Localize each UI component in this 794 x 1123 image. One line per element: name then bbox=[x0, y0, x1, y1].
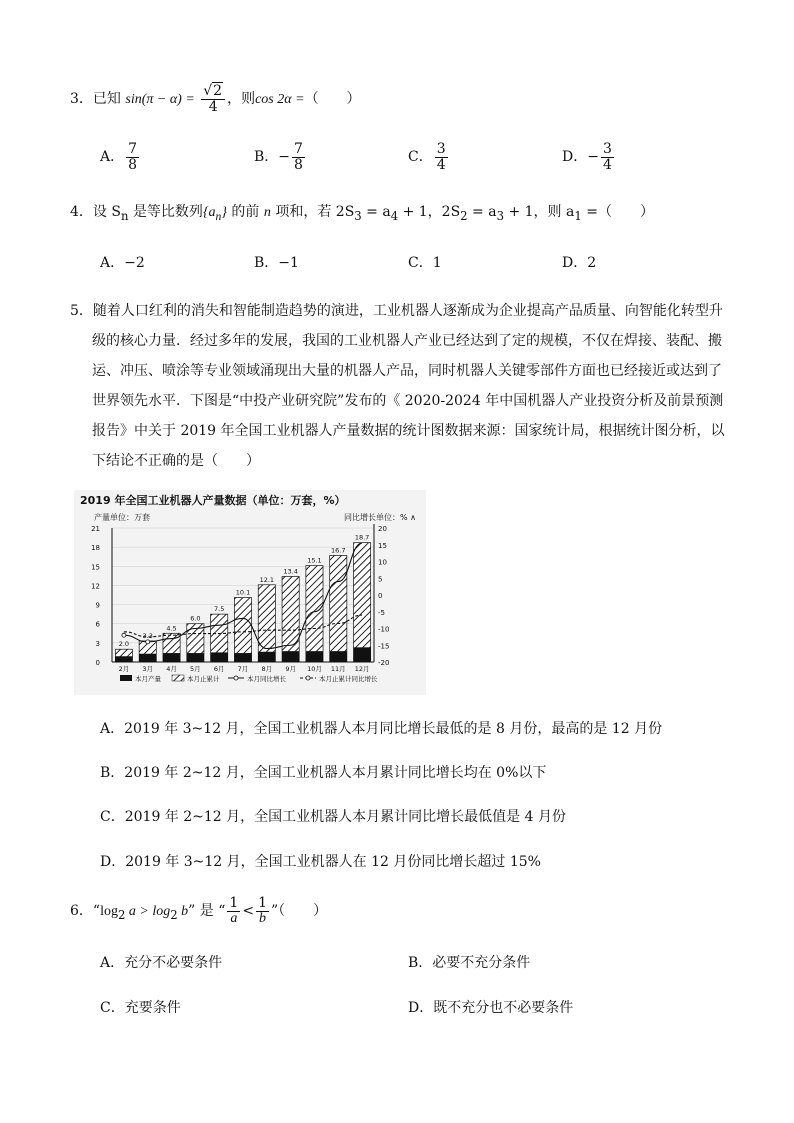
q4-text: =（ ） bbox=[581, 204, 654, 220]
right-tick-label: 15 bbox=[378, 541, 387, 550]
option-label: B． bbox=[100, 765, 125, 781]
option-value: 1 bbox=[432, 255, 442, 271]
q6-option-a[interactable] bbox=[100, 952, 222, 974]
right-tick-label: 5 bbox=[378, 575, 383, 584]
bar-monthly bbox=[354, 647, 371, 662]
q3-suffix: ，则 bbox=[227, 91, 256, 108]
q3-option-b[interactable] bbox=[254, 142, 307, 172]
q6-text: “ bbox=[92, 903, 101, 920]
option-label: A． bbox=[100, 955, 125, 971]
option-label: A． bbox=[100, 149, 125, 166]
q3-eq-fraction: $\frac{√2}{4}$ bbox=[201, 84, 225, 114]
right-tick-label: -5 bbox=[378, 608, 385, 617]
q4-sub: n bbox=[215, 209, 222, 223]
q6-math: b bbox=[177, 904, 189, 920]
q4-seq: {a bbox=[202, 205, 216, 220]
q6-math: a > log bbox=[125, 904, 171, 920]
option-value: −2 bbox=[124, 255, 145, 271]
left-tick-label: 21 bbox=[91, 525, 100, 533]
q6-text: 是 “ bbox=[195, 903, 226, 920]
option-text: 2019 年 3~12 月，全国工业机器人本月同比增长最低的是 8 月份，最高的是 12 月份 bbox=[124, 721, 663, 737]
option-label: C． bbox=[100, 1000, 125, 1016]
q6-sub: 2 bbox=[117, 907, 126, 922]
left-axis-label: 产量单位：万套 bbox=[94, 513, 150, 522]
option-text: 2019 年 3~12 月，全国工业机器人在 12 月份同比增长超过 15% bbox=[125, 854, 541, 870]
legend-label: 本月产量 bbox=[135, 675, 161, 683]
q6-frac-num: 1 bbox=[229, 895, 239, 911]
bar-monthly bbox=[258, 652, 275, 662]
x-tick-label: 3月 bbox=[142, 665, 154, 673]
q6-option-c[interactable] bbox=[100, 997, 181, 1019]
line-monthly-growth-point bbox=[122, 633, 126, 637]
bar-data-label: 15.1 bbox=[307, 556, 322, 565]
option-den: 4 bbox=[436, 156, 446, 173]
x-tick-label: 9月 bbox=[285, 665, 296, 673]
q4-sub: 3 bbox=[354, 208, 362, 223]
legend-label: 本月止累计同比增长 bbox=[319, 675, 378, 683]
q5-line: 运、冲压、喷涂等专业领域涌现出大量的机器人产品，同时机器人关键零部件方面也已经接近或达到了 bbox=[92, 363, 722, 379]
q4-sub: n bbox=[120, 208, 129, 223]
bar-monthly bbox=[211, 652, 228, 662]
option-den: 8 bbox=[294, 156, 303, 173]
option-label: B． bbox=[254, 255, 279, 271]
option-label: D． bbox=[100, 854, 126, 870]
option-label: C． bbox=[408, 255, 433, 271]
option-den: 8 bbox=[128, 156, 138, 173]
option-label: C． bbox=[408, 149, 433, 166]
x-tick-label: 11月 bbox=[330, 665, 346, 673]
q3-option-a[interactable] bbox=[100, 142, 141, 172]
option-text: 2019 年 2~12 月，全国工业机器人本月累计同比增长均在 0%以下 bbox=[124, 765, 547, 781]
q6-option-d[interactable] bbox=[408, 997, 573, 1019]
q3-paren: （ ） bbox=[304, 91, 361, 108]
x-tick-label: 8月 bbox=[261, 665, 273, 673]
bar-monthly bbox=[139, 654, 156, 662]
left-tick-label: 9 bbox=[95, 601, 100, 610]
left-tick-label: 12 bbox=[91, 582, 100, 591]
q4-text: 项和，若 2S bbox=[270, 204, 355, 220]
option-num: 3 bbox=[602, 141, 612, 157]
legend-label: 本月同比增长 bbox=[247, 675, 286, 683]
q6-frac-num: 1 bbox=[258, 895, 267, 911]
q6-number: 6． bbox=[70, 903, 93, 920]
option-value: 2 bbox=[587, 255, 597, 271]
bar-cumulative bbox=[258, 585, 275, 662]
x-tick-label: 6月 bbox=[213, 665, 225, 673]
q5-line: 世界领先水平．下图是“中投产业研究院”发布的《 2020-2024 年中国机器人产业投资分析及前景预测 bbox=[92, 393, 724, 409]
q6-option-b[interactable] bbox=[408, 952, 530, 974]
option-label: A． bbox=[100, 255, 125, 271]
bar-data-label: 10.1 bbox=[235, 588, 251, 597]
q6-lt: < bbox=[242, 903, 255, 920]
x-tick-label: 4月 bbox=[166, 665, 177, 673]
q4-option-b[interactable] bbox=[254, 252, 299, 274]
q4-text: 设 S bbox=[92, 204, 121, 220]
left-tick-label: 3 bbox=[95, 639, 100, 648]
q5-option-b[interactable] bbox=[100, 762, 546, 784]
x-tick-label: 2月 bbox=[118, 665, 130, 673]
x-tick-label: 7月 bbox=[237, 665, 249, 673]
bar-data-label: 4.5 bbox=[166, 624, 177, 633]
q6-frac-den: b bbox=[259, 910, 267, 926]
option-text: 2019 年 2~12 月，全国工业机器人本月累计同比增长最低值是 4 月份 bbox=[124, 809, 566, 825]
q6-sub: 2 bbox=[170, 907, 178, 922]
q5-option-a[interactable] bbox=[100, 718, 662, 740]
option-label: A． bbox=[100, 721, 125, 737]
bar-cumulative bbox=[330, 555, 347, 662]
option-label: D． bbox=[562, 149, 588, 166]
right-tick-label: -20 bbox=[378, 659, 390, 667]
q4-sub: 2 bbox=[460, 208, 468, 223]
option-label: D． bbox=[562, 255, 588, 271]
option-num: 7 bbox=[128, 141, 138, 157]
option-sign: − bbox=[587, 149, 599, 166]
q6-text: ”（ ） bbox=[270, 903, 328, 920]
bar-monthly bbox=[282, 651, 299, 662]
left-tick-label: 6 bbox=[95, 620, 100, 629]
right-axis-label: 同比增长单位：% ∧ bbox=[344, 513, 416, 522]
bar-monthly bbox=[234, 653, 251, 662]
right-tick-label: -15 bbox=[378, 642, 390, 651]
right-tick-label: -10 bbox=[378, 625, 390, 634]
q5-option-d[interactable] bbox=[100, 851, 541, 873]
q5-line: 报告》中关于 2019 年全国工业机器人产量数据的统计图数据来源：国家统计局，根据统计图分析，以 bbox=[92, 423, 725, 439]
line-monthly-growth-point bbox=[146, 640, 150, 644]
q5-line: 5．随着人口红利的消失和智能制造趋势的演进，工业机器人逐渐成为企业提高产品质量、向智能化转型升 bbox=[70, 303, 723, 319]
right-tick-label: 0 bbox=[378, 592, 383, 600]
q3-prefix: 已知 bbox=[92, 91, 121, 108]
q3-eq-den: 4 bbox=[208, 98, 218, 115]
left-tick-label: 0 bbox=[95, 659, 100, 667]
legend-swatch-monthly bbox=[120, 675, 132, 681]
option-text: 充要条件 bbox=[124, 1000, 181, 1016]
q4-sub: 1 bbox=[574, 208, 582, 223]
q4-text: + 1，2S bbox=[398, 204, 461, 220]
bar-data-label: 7.5 bbox=[214, 605, 225, 614]
q3-eq-num: 2 bbox=[213, 83, 223, 99]
q5-option-c[interactable] bbox=[100, 806, 566, 828]
question-6 bbox=[70, 896, 730, 926]
q4-option-d[interactable] bbox=[562, 252, 596, 274]
q6-math: log bbox=[100, 904, 118, 920]
bar-cumulative bbox=[282, 576, 299, 662]
bar-data-label: 6.0 bbox=[190, 614, 201, 623]
option-label: B． bbox=[408, 955, 433, 971]
question-3 bbox=[70, 84, 730, 114]
left-tick-label: 18 bbox=[91, 544, 100, 553]
q3-eq-lhs: sin(π − α) = bbox=[125, 92, 195, 108]
question-4 bbox=[70, 201, 730, 228]
bar-data-label: 3.3 bbox=[142, 631, 153, 640]
bar-monthly bbox=[163, 653, 180, 662]
right-tick-label: 10 bbox=[378, 558, 387, 567]
chart-svg bbox=[74, 490, 426, 695]
x-tick-label: 12月 bbox=[354, 665, 370, 673]
bar-cumulative bbox=[354, 543, 371, 662]
q4-text: = a bbox=[361, 204, 391, 220]
question-5 bbox=[70, 296, 730, 476]
option-num: 7 bbox=[294, 141, 303, 157]
bar-data-label: 2.0 bbox=[118, 640, 130, 649]
option-sign: − bbox=[278, 149, 291, 166]
legend-marker bbox=[306, 676, 310, 680]
option-text: 既不充分也不必要条件 bbox=[433, 1000, 574, 1016]
x-tick-label: 10月 bbox=[307, 665, 322, 673]
q4-seq: } bbox=[221, 205, 227, 220]
q3-option-c[interactable] bbox=[408, 142, 450, 172]
q4-sub: 3 bbox=[496, 208, 504, 223]
legend-marker bbox=[234, 676, 238, 680]
q4-option-c[interactable] bbox=[408, 252, 442, 274]
q4-text: 的前 bbox=[226, 204, 264, 220]
q4-text: = a bbox=[467, 204, 497, 220]
robot-production-chart bbox=[74, 490, 426, 695]
q3-target: cos 2α = bbox=[255, 92, 305, 108]
bar-data-label: 16.7 bbox=[331, 546, 346, 555]
q4-number: 4． bbox=[70, 204, 93, 220]
bar-data-label: 13.4 bbox=[283, 567, 298, 576]
option-label: D． bbox=[408, 1000, 434, 1016]
bar-data-label: 12.1 bbox=[259, 575, 275, 584]
right-tick-label: 20 bbox=[378, 525, 387, 533]
option-num: 3 bbox=[436, 141, 446, 157]
q4-sub: 4 bbox=[390, 208, 399, 223]
bar-monthly bbox=[115, 656, 132, 662]
q3-option-d[interactable] bbox=[562, 142, 616, 172]
bar-cumulative bbox=[234, 598, 251, 662]
legend-swatch-cumulative bbox=[172, 675, 184, 681]
q6-text: ” bbox=[188, 903, 196, 920]
bar-monthly bbox=[330, 651, 347, 662]
left-tick-label: 15 bbox=[91, 563, 100, 572]
option-den: 4 bbox=[602, 156, 612, 173]
bar-monthly bbox=[187, 653, 204, 662]
option-value: −1 bbox=[278, 255, 299, 271]
bar-data-label: 18.7 bbox=[354, 533, 370, 542]
bar-monthly bbox=[306, 651, 323, 662]
option-label: C． bbox=[100, 809, 125, 825]
q6-frac-den: a bbox=[230, 910, 238, 926]
q3-number: 3． bbox=[70, 91, 93, 108]
legend-label: 本月止累计 bbox=[187, 675, 220, 683]
option-text: 必要不充分条件 bbox=[432, 955, 531, 971]
bar-cumulative bbox=[306, 566, 323, 662]
option-label: B． bbox=[254, 149, 279, 166]
x-tick-label: 5月 bbox=[190, 665, 201, 673]
q4-n: n bbox=[263, 205, 271, 220]
option-text: 充分不必要条件 bbox=[124, 955, 223, 971]
q5-line: 级的核心力量．经过多年的发展，我国的工业机器人产业已经达到了定的规模，不仅在焊接、装配、搬 bbox=[92, 333, 722, 349]
q5-line: 下结论不正确的是（ ） bbox=[92, 453, 260, 469]
q4-option-a[interactable] bbox=[100, 252, 145, 274]
chart-title: 2019 年全国工业机器人产量数据（单位：万套，%） bbox=[80, 494, 346, 507]
q4-text: + 1，则 a bbox=[504, 204, 575, 220]
q4-text: 是等比数列 bbox=[128, 204, 203, 220]
